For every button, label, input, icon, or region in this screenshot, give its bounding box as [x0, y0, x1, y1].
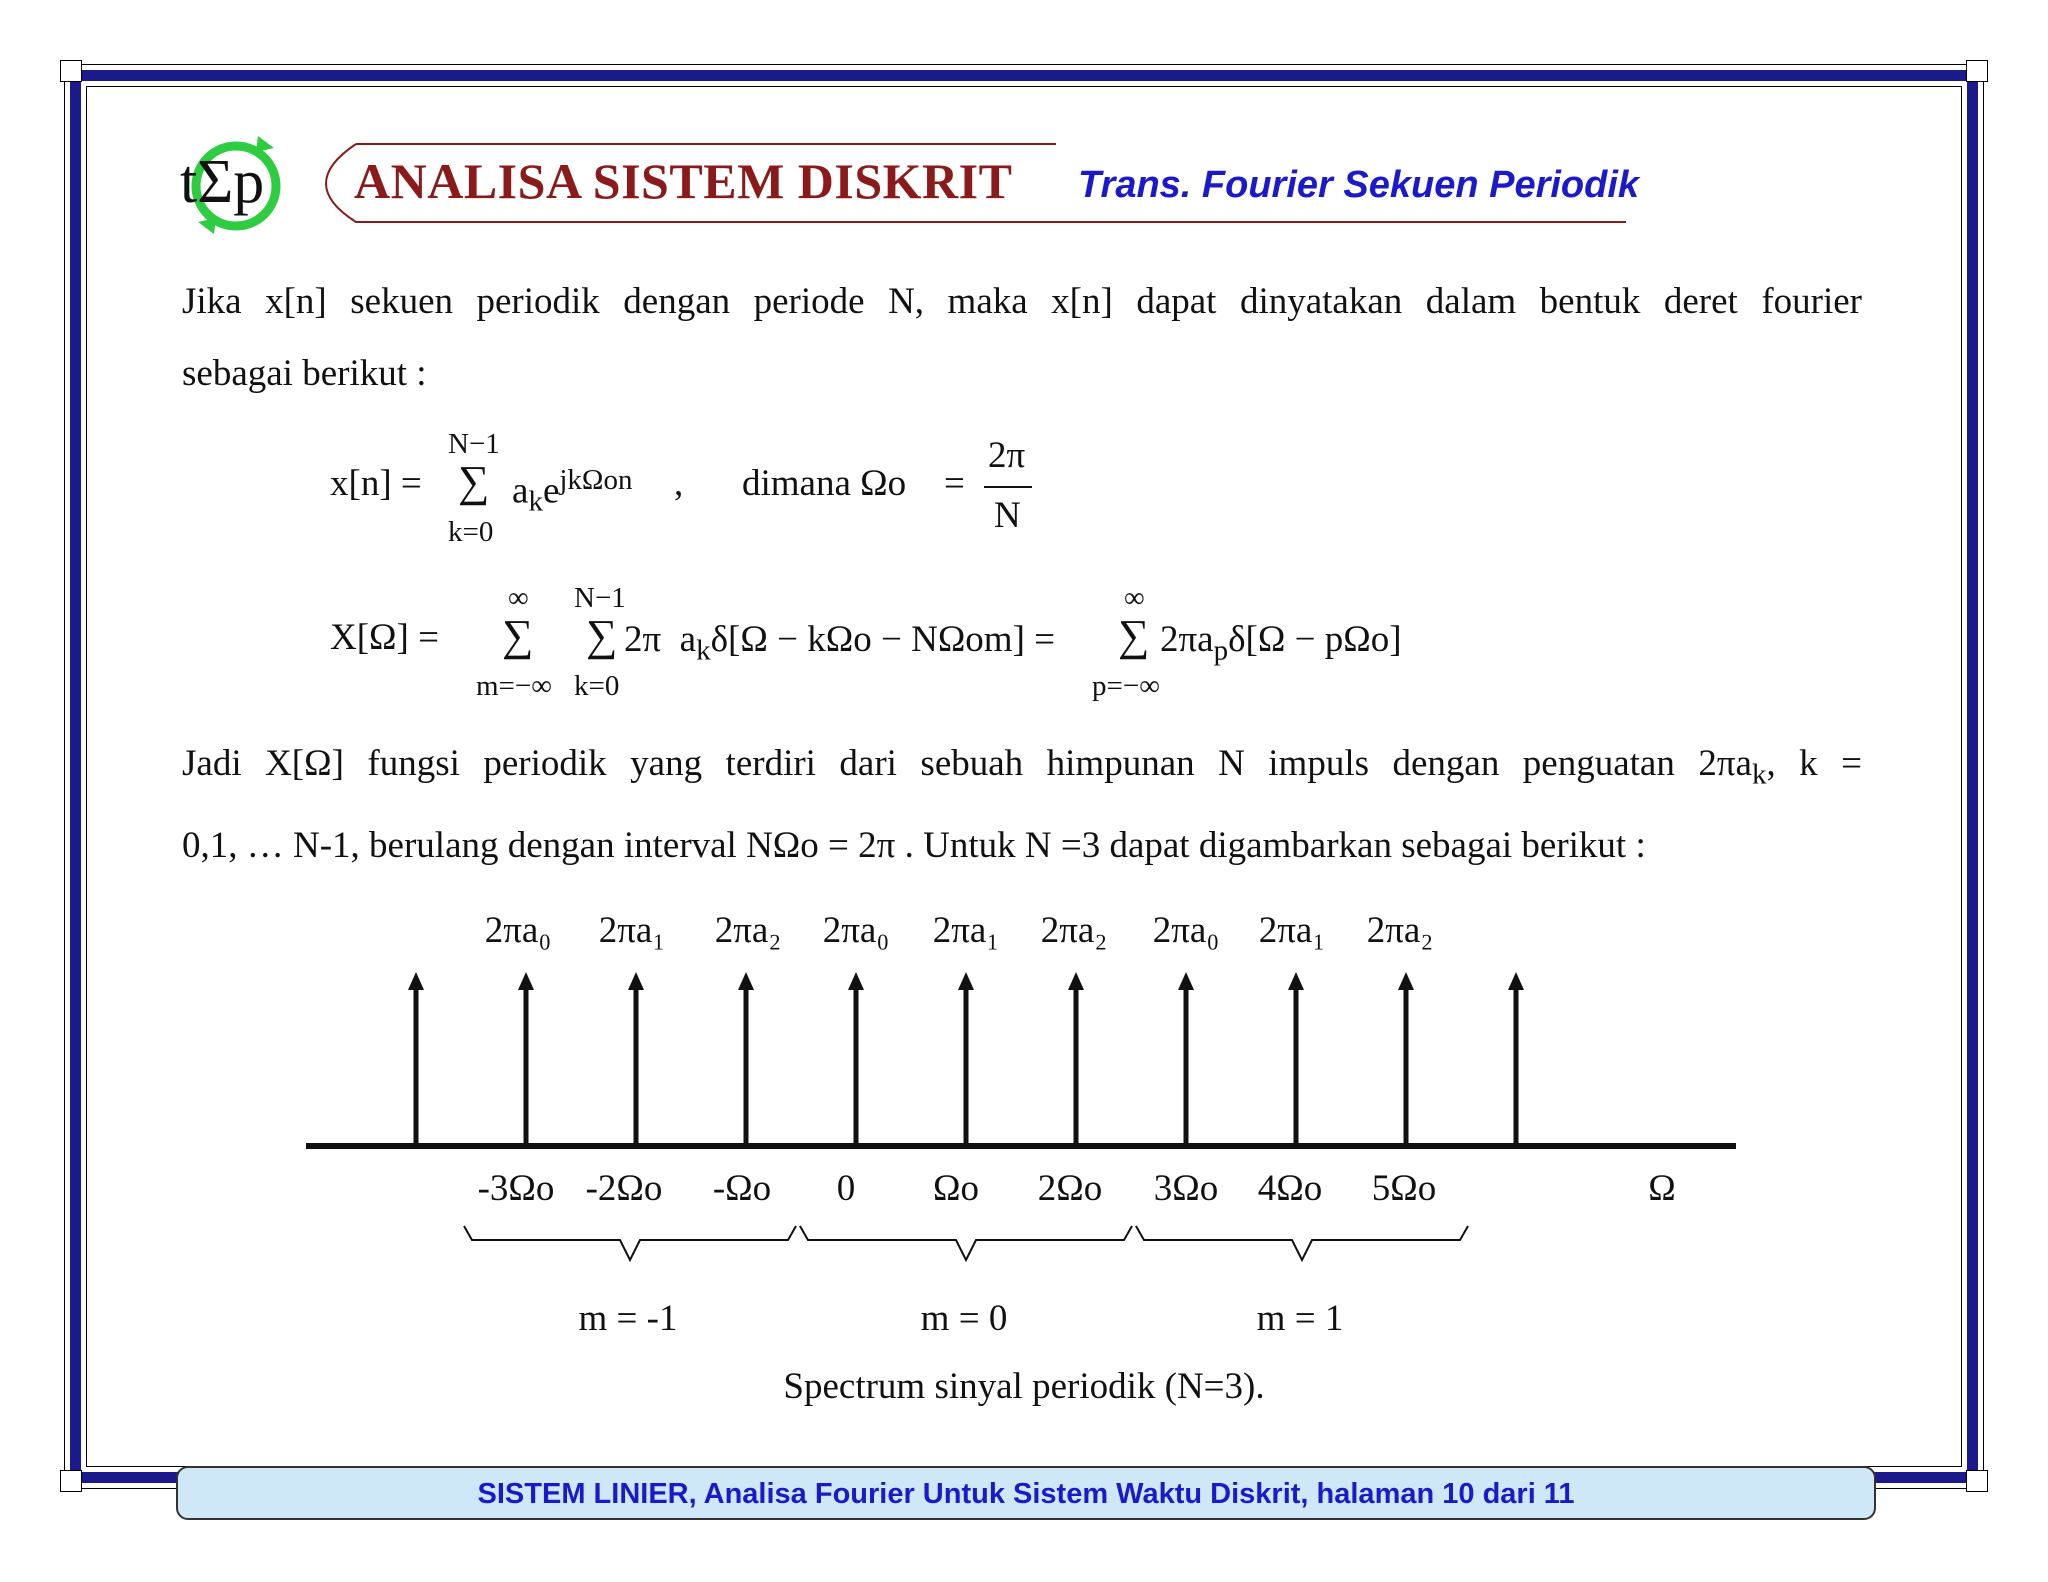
impulse-arrowhead	[408, 972, 424, 990]
impulse-arrowhead	[958, 972, 974, 990]
tick-label: 2Ωo	[1037, 1168, 1103, 1209]
eq2-sum3-bottom: p=−∞	[1092, 670, 1160, 702]
impulse-arrowhead	[1508, 972, 1524, 990]
intro-line-2: sebagai berikut :	[182, 353, 427, 394]
footer-bar	[176, 1466, 1876, 1520]
impulse-arrowhead	[1288, 972, 1304, 990]
tick-label: -2Ωo	[585, 1168, 663, 1209]
eq1-numerator: 2π	[988, 435, 1026, 476]
eq2-sum3-top: ∞	[1124, 582, 1145, 614]
impulse-label: 2πa₀	[822, 910, 890, 951]
impulse-label: 2πa₀	[484, 910, 552, 951]
impulse-label: 2πa₁	[598, 910, 666, 951]
eq2-sum2-top: N−1	[574, 582, 626, 614]
eq1-equals: =	[944, 463, 965, 504]
tick-label: -Ωo	[712, 1168, 772, 1209]
eq2-sum1-bottom: m=−∞	[476, 670, 552, 702]
intro-line-1: Jika x[n] sekuen periodik dengan periode N, maka x[n] dapat dinyatakan dalam bentuk deret fourier	[182, 281, 1862, 322]
group-label: m = 1	[1256, 1298, 1344, 1339]
impulse-arrowhead	[628, 972, 644, 990]
impulse-arrowhead	[1068, 972, 1084, 990]
tick-label: Ωo	[933, 1168, 979, 1209]
impulse-label: 2πa₁	[932, 910, 1000, 951]
impulse-label: 2πa₂	[714, 910, 782, 951]
eq2-rhs: $2\pi a_p\delta[\Omega - p\Omega o]$	[1160, 619, 1402, 667]
group-brace	[1136, 1226, 1468, 1260]
description-line-2: 0,1, … N-1, berulang dengan interval NΩo = 2π . Untuk N =3 dapat digambarkan sebagai berikut :	[182, 825, 1646, 867]
eq2-middle: 2π $a_k\delta[\Omega - k\Omega o - N\Omega om]$ =	[624, 619, 1056, 667]
eq1-where: dimana Ωo	[742, 463, 907, 504]
page-subtitle: Trans. Fourier Sekuen Periodik	[1078, 164, 1640, 206]
eq2-sum1-symbol: ∑	[502, 611, 534, 660]
footer-text: SISTEM LINIER, Analisa Fourier Untuk Sistem Waktu Diskrit, halaman 10 dari 11	[477, 1478, 1575, 1510]
eq1-sum-symbol: ∑	[458, 457, 490, 506]
tick-label: -3Ωo	[477, 1168, 555, 1209]
impulse-label: 2πa₂	[1366, 910, 1434, 951]
group-brace	[800, 1226, 1132, 1260]
eq2-sum2-bottom: k=0	[574, 670, 620, 702]
eq2-lhs: X[Ω] =	[330, 617, 439, 658]
eq2-sum3-symbol: ∑	[1118, 611, 1150, 660]
impulse-arrowhead	[738, 972, 754, 990]
group-label: m = 0	[920, 1298, 1008, 1339]
eq2-sum2-symbol: ∑	[586, 611, 618, 660]
chart-caption: Spectrum sinyal periodik (N=3).	[783, 1366, 1265, 1407]
impulse-label: 2πa₂	[1040, 910, 1108, 951]
group-brace	[464, 1226, 796, 1260]
impulse-arrowhead	[1398, 972, 1414, 990]
impulse-arrowhead	[1178, 972, 1194, 990]
tick-label: 5Ωo	[1371, 1168, 1437, 1209]
page-title: ANALISA SISTEM DISKRIT	[354, 153, 1013, 209]
eq2-sum1-top: ∞	[508, 582, 529, 614]
tick-label: 0	[836, 1168, 856, 1209]
group-label: m = -1	[578, 1298, 678, 1339]
logo-text: tΣp	[180, 148, 265, 216]
eq1-denominator: N	[994, 495, 1021, 536]
impulse-arrowhead	[848, 972, 864, 990]
tick-label: 4Ωo	[1257, 1168, 1323, 1209]
eq1-sum-top: N−1	[448, 428, 500, 460]
tick-label: 3Ωo	[1153, 1168, 1219, 1209]
description-line-1: Jadi X[Ω] fungsi periodik yang terdiri dari sebuah himpunan N impuls dengan penguatan $2\pi a_k$, k =	[182, 743, 1862, 791]
eq1-term: $a_ke^{jk\Omega on}$	[512, 464, 633, 518]
axis-label: Ω	[1648, 1168, 1676, 1209]
impulse-arrowhead	[518, 972, 534, 990]
eq1-sum-bottom: k=0	[448, 516, 494, 548]
eq1-comma: ,	[674, 463, 684, 504]
eq1-lhs: x[n] =	[330, 463, 422, 504]
impulse-label: 2πa₀	[1152, 910, 1220, 951]
impulse-label: 2πa₁	[1258, 910, 1326, 951]
